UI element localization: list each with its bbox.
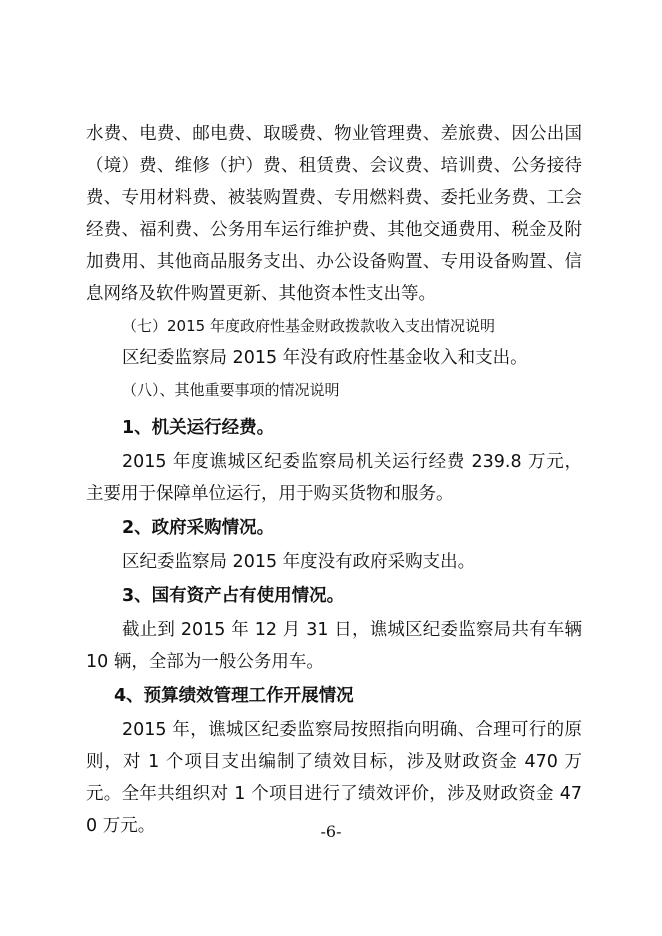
operating-costs-paragraph: 2015 年度谯城区纪委监察局机关运行经费 239.8 万元，主要用于保障单位运行，用于购买货物和服务。	[86, 452, 582, 504]
procurement-paragraph: 区纪委监察局 2015 年度没有政府采购支出。	[122, 552, 476, 572]
section-8-heading: （八）、其他重要事项的情况说明	[122, 381, 340, 399]
performance-management-paragraph: 2015 年，谯城区纪委监察局按照指向明确、合理可行的原则，对 1 个项目支出编制了绩效目标，涉及财政资金 470 万元。全年共组织对 1 个项目进行了绩效评价，涉及财政资金 470 万元。	[86, 720, 582, 836]
government-fund-paragraph: 区纪委监察局 2015 年没有政府性基金收入和支出。	[122, 348, 528, 368]
item-2-heading: 2、政府采购情况。	[122, 518, 275, 538]
item-1-heading: 1、机关运行经费。	[122, 418, 275, 438]
section-7-heading: （七）2015 年度政府性基金财政拨款收入支出情况说明	[122, 317, 495, 335]
item-3-heading: 3、国有资产占有使用情况。	[122, 586, 345, 606]
page-number: -6-	[320, 822, 342, 841]
expense-list-paragraph: 水费、电费、邮电费、取暖费、物业管理费、差旅费、因公出国（境）费、维修（护）费、租赁费、会议费、培训费、公务接待费、专用材料费、被装购置费、专用燃料费、委托业务费、工会经费、福利费、公务用车运行维护费、其他交通费用、税金及附加费用、其他商品服务支出、办公设备购置、专用设备购置、信息网络及软件购置更新、其他资本性支出等。	[86, 124, 582, 304]
state-assets-paragraph: 截止到 2015 年 12 月 31 日，谯城区纪委监察局共有车辆 10 辆，全部为一般公务用车。	[86, 620, 582, 672]
document-body	[86, 118, 582, 842]
item-4-heading: 4、预算绩效管理工作开展情况	[114, 686, 354, 706]
